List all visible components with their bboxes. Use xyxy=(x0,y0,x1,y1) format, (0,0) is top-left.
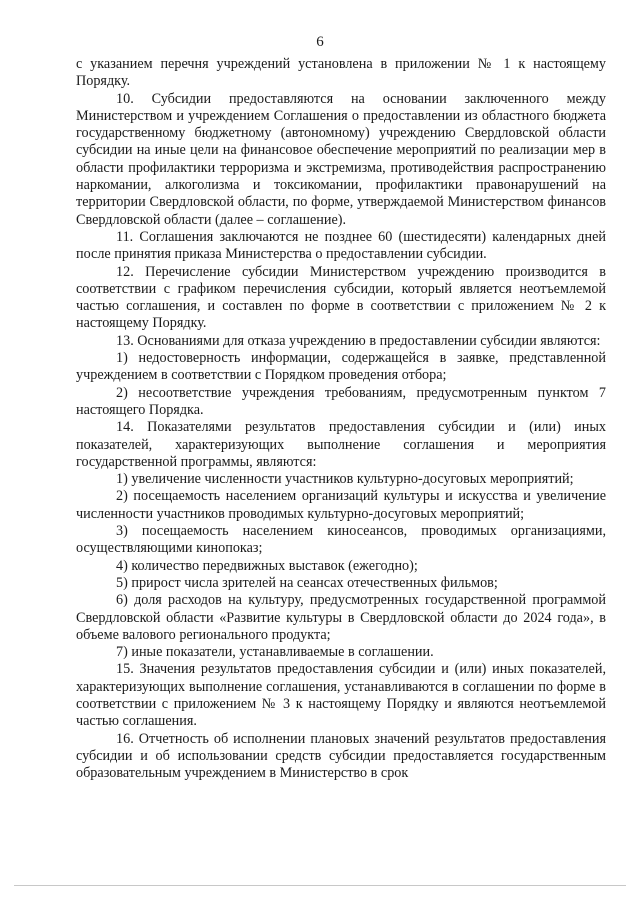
paragraph-15: 15. Значения результатов предоставления субсидии и (или) иных показателей, характеризующих выполнение соглашения, устанавливаются в соглашении по форме в соответствии с приложением № 3 к настоящему Порядку и являются неотъемлемой частью соглашения. xyxy=(76,661,606,730)
paragraph-14-item-2: 2) посещаемость населением организаций культуры и искусства и увеличение численности участников проводимых культурно-досуговых мероприятий; xyxy=(76,488,606,522)
paragraph-14-item-5: 5) прирост числа зрителей на сеансах отечественных фильмов; xyxy=(116,574,498,591)
paragraph-14: 14. Показателями результатов предоставления субсидии и (или) иных показателей, характеризующих выполнение соглашения и мероприятия государственной программы, являются: xyxy=(76,419,606,470)
paragraph-continuation: с указанием перечня учреждений установлена в приложении № 1 к настоящему Порядку. xyxy=(76,56,606,90)
paragraph-13-item-2: 2) несоответствие учреждения требованиям, предусмотренным пунктом 7 настоящего Порядка. xyxy=(76,384,606,418)
paragraph-11: 11. Соглашения заключаются не позднее 60 (шестидесяти) календарных дней после принятия приказа Министерства о предоставлении субсидии. xyxy=(76,228,606,263)
page-number: 6 xyxy=(316,34,324,50)
document-body xyxy=(76,56,606,782)
paragraph-14-item-6: 6) доля расходов на культуру, предусмотренных государственной программой Свердловской области «Развитие культуры в Свердловской области до 2024 года», в объеме валового регионального продукта; xyxy=(76,592,606,643)
paragraph-10: 10. Субсидии предоставляются на основании заключенного между Министерством и учреждением Соглашения о предоставлении из областного бюджета государственному бюджетному (автономному) учреждению Свердловской области субсидии на иные цели на финансовое обеспечение мероприятий по реализации мер в области профилактики терроризма и экстремизма, противодействия распространению наркомании, алкоголизма и токсикомании, профилактики правонарушений на территории Свердловской области, по форме, утверждаемой Министерством финансов Свердловской области (далее – соглашение). xyxy=(76,90,606,228)
footer-divider xyxy=(14,885,626,886)
paragraph-14-item-3: 3) посещаемость населением киносеансов, проводимых организациями, осуществляющими кинопоказ; xyxy=(76,523,606,557)
paragraph-13-item-1: 1) недостоверность информации, содержащейся в заявке, представленной учреждением в соответствии с Порядком проведения отбора; xyxy=(76,350,606,384)
paragraph-13: 13. Основаниями для отказа учреждению в предоставлении субсидии являются: xyxy=(116,332,601,349)
paragraph-12: 12. Перечисление субсидии Министерством учреждению производится в соответствии с графиком перечисления субсидии, который является неотъемлемой частью соглашения, и составлен по форме в соответствии с приложением № 2 к настоящему Порядку. xyxy=(76,263,606,332)
paragraph-16: 16. Отчетность об исполнении плановых значений результатов предоставления субсидии и об использовании средств субсидии предоставляется государственным образовательным учреждением в Министерство в срок xyxy=(76,730,606,782)
paragraph-14-item-4: 4) количество передвижных выставок (ежегодно); xyxy=(116,557,418,574)
paragraph-14-item-1: 1) увеличение численности участников культурно-досуговых мероприятий; xyxy=(116,471,574,488)
paragraph-14-item-7: 7) иные показатели, устанавливаемые в соглашении. xyxy=(116,644,434,661)
